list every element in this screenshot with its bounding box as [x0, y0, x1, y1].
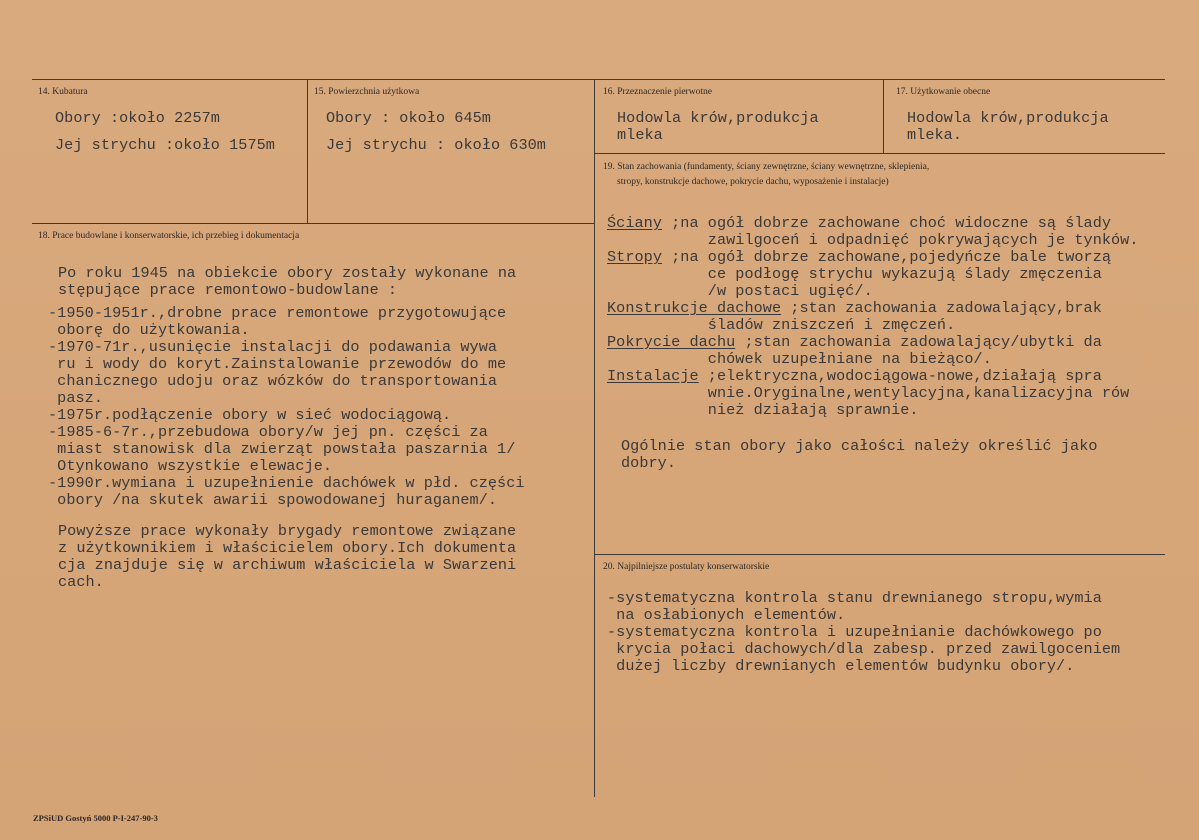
col-divider-14-15 — [307, 79, 308, 223]
condition-item-roof-structure — [607, 300, 1102, 317]
condition-cont: wnie.Oryginalne,wentylacyjna,kanalizacyjna rów — [607, 384, 1130, 402]
section-16-label: 16. Przeznaczenie pierwotne — [603, 87, 712, 97]
section-18-line: -1970-71r.,usunięcie instalacji do podawania wywa — [48, 338, 498, 356]
postulate-line: krycia połaci dachowych/dla zabesp. przed zawilgoceniem — [607, 640, 1121, 658]
condition-text: ;stan zachowania zadowalający,brak — [781, 299, 1102, 317]
top-border — [32, 79, 1165, 80]
section-18-line: Powyższe prace wykonały brygady remontowe związane — [58, 522, 517, 540]
section-18-line: ru i wody do koryt.Zainstalowanie przewodów do me — [48, 355, 507, 373]
condition-item-ceilings — [607, 249, 1111, 266]
row-divider-right-bottom — [594, 554, 1165, 555]
section-16-line-2: mleka — [617, 126, 663, 144]
condition-summary-line-1: Ogólnie stan obory jako całości należy określić jako — [621, 437, 1098, 455]
section-18-line: obory /na skutek awarii spowodowanej huraganem/. — [48, 491, 498, 509]
postulate-line: -systematyczna kontrola stanu drewnianego stropu,wymia — [607, 589, 1102, 607]
condition-cont: zawilgoceń i odpadnięć pokrywających je tynków. — [607, 231, 1139, 249]
section-17-line-1: Hodowla krów,produkcja — [907, 109, 1109, 127]
section-18-line: -1950-1951r.,drobne prace remontowe przygotowujące — [48, 304, 507, 322]
condition-item-walls — [607, 215, 1111, 232]
condition-term: Instalacje — [607, 367, 699, 385]
section-18-line: pasz. — [48, 389, 103, 407]
section-18-line: -1985-6-7r.,przebudowa obory/w jej pn. części za — [48, 423, 488, 441]
condition-item-roofing — [607, 334, 1102, 351]
condition-term: Pokrycie dachu — [607, 333, 736, 351]
col-divider-main — [594, 79, 595, 797]
section-15-line-2: Jej strychu : około 630m — [326, 136, 546, 154]
section-18-line: stępujące prace remontowo-budowlane : — [58, 281, 398, 299]
condition-term: Konstrukcje dachowe — [607, 299, 782, 317]
section-15-line-1: Obory : około 645m — [326, 109, 491, 127]
condition-text: ;elektryczna,wodociągowa-nowe,działają spra — [698, 367, 1102, 385]
condition-text: ;stan zachowania zadowalający/ubytki da — [735, 333, 1102, 351]
condition-cont: /w postaci ugięć/. — [607, 282, 873, 300]
section-14-label: 14. Kubatura — [38, 87, 88, 97]
section-16-line-1: Hodowla krów,produkcja — [617, 109, 819, 127]
section-14-line-1: Obory :około 2257m — [55, 109, 220, 127]
section-18-line: z użytkownikiem i właścicielem obory.Ich dokumenta — [58, 539, 517, 557]
condition-cont: nież działają sprawnie. — [607, 401, 919, 419]
row-divider-right-top — [594, 153, 1165, 154]
section-20-label: 20. Najpilniejsze postulaty konserwatorskie — [603, 562, 770, 572]
section-18-line: Otynkowano wszystkie elewacje. — [48, 457, 333, 475]
section-18-line: miast stanowisk dla zwierząt powstała paszarnia 1/ — [48, 440, 516, 458]
col-divider-16-17 — [883, 79, 884, 153]
condition-text: ;na ogół dobrze zachowane choć widoczne są ślady — [661, 214, 1112, 232]
section-19-label-line-2: stropy, konstrukcje dachowe, pokrycie dachu, wyposażenie i instalacje) — [617, 177, 889, 187]
section-19-label-line-1: 19. Stan zachowania (fundamenty, ściany zewnętrzne, ściany wewnętrzne, sklepienia, — [603, 162, 930, 172]
row-divider-left — [32, 223, 594, 224]
condition-summary-line-2: dobry. — [621, 454, 676, 472]
condition-cont: ce podłogę strychu wykazują ślady zmęczenia — [607, 265, 1102, 283]
condition-term: Ściany — [607, 214, 662, 232]
section-18-line: oborę do użytkowania. — [48, 321, 250, 339]
section-18-label: 18. Prace budowlane i konserwatorskie, ich przebieg i dokumentacja — [38, 231, 300, 241]
section-18-line: cja znajduje się w archiwum właściciela w Swarzeni — [58, 556, 517, 574]
postulate-line: -systematyczna kontrola i uzupełnianie dachówkowego po — [607, 623, 1102, 641]
section-15-label: 15. Powierzchnia użytkowa — [314, 87, 420, 97]
section-14-line-2: Jej strychu :około 1575m — [55, 136, 275, 154]
print-imprint: ZPSiUD Gostyń 5000 P-I-247-90-3 — [33, 813, 158, 823]
section-17-label: 17. Użytkowanie obecne — [896, 87, 991, 97]
postulate-line: na osłabionych elementów. — [607, 606, 846, 624]
section-18-line: chanicznego udoju oraz wózków do transportowania — [48, 372, 498, 390]
condition-term: Stropy — [607, 248, 662, 266]
section-18-line: Po roku 1945 na obiekcie obory zostały wykonane na — [58, 264, 517, 282]
condition-cont: śladów zniszczeń i zmęczeń. — [607, 316, 956, 334]
section-17-line-2: mleka. — [907, 126, 962, 144]
section-18-line: -1990r.wymiana i uzupełnienie dachówek w płd. części — [48, 474, 525, 492]
section-18-line: -1975r.podłączenie obory w sieć wodociągową. — [48, 406, 452, 424]
condition-item-installations — [607, 368, 1102, 385]
postulate-line: dużej liczby drewnianych elementów budynku obory/. — [607, 657, 1075, 675]
condition-cont: chówek uzupełniane na bieżąco/. — [607, 350, 992, 368]
section-18-line: cach. — [58, 573, 104, 591]
condition-text: ;na ogół dobrze zachowane,pojedyńcze bale tworzą — [661, 248, 1112, 266]
